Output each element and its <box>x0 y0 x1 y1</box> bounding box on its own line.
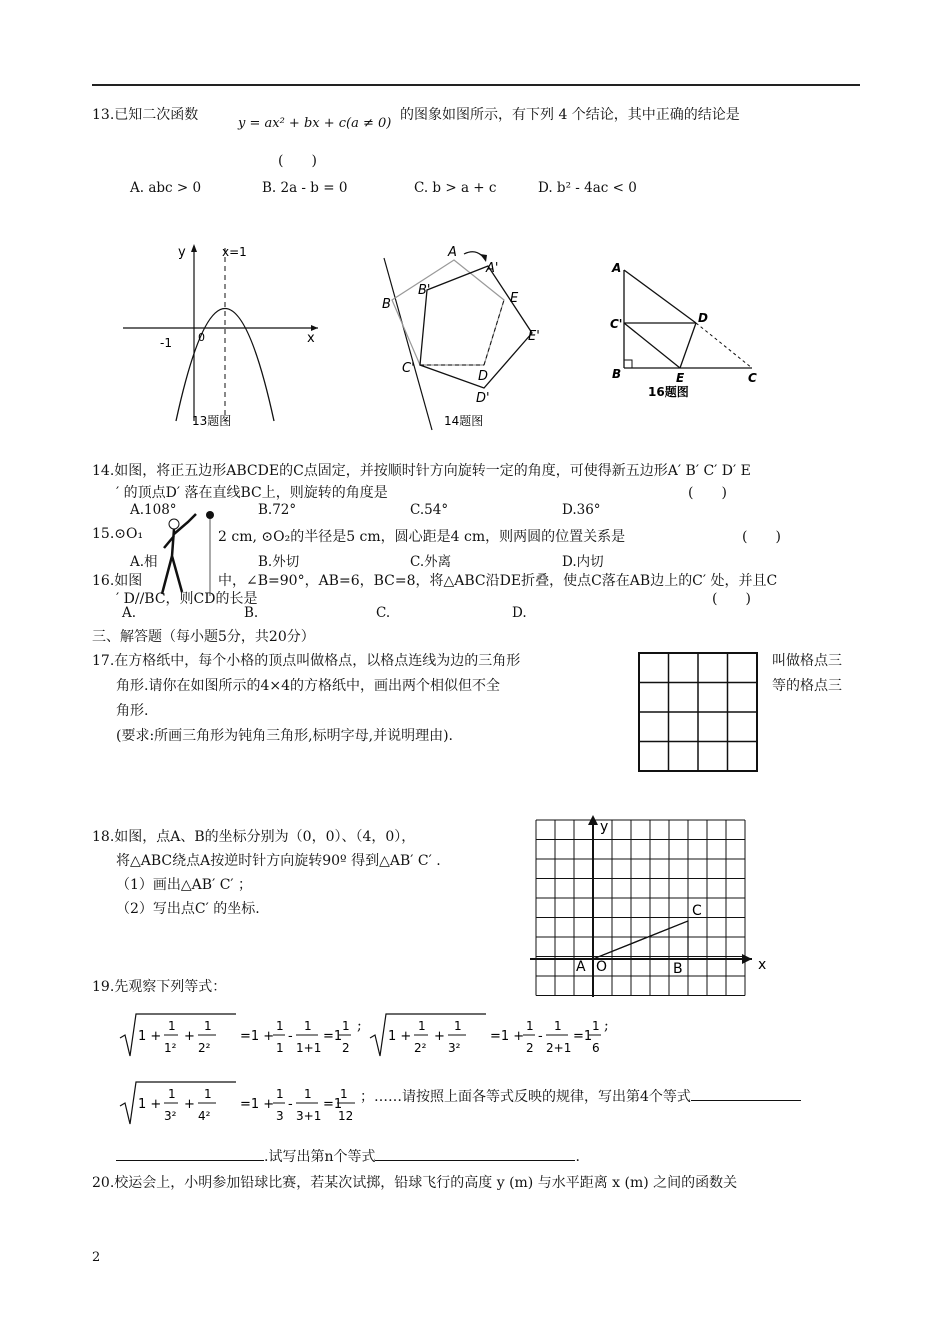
q15-option-d: D.内切 <box>562 554 604 570</box>
label-e: E <box>510 291 519 306</box>
right-angle-mark <box>624 360 632 368</box>
svg-text:2+1: 2+1 <box>546 1041 572 1055</box>
shot-ball-icon <box>206 511 214 519</box>
q17-line1: 17.在方格纸中，每个小格的顶点叫做格点，以格点连线为边的三角形 <box>92 653 521 669</box>
svg-text:1: 1 <box>276 1041 284 1055</box>
q15-line1a: 15.⊙O₁ <box>92 526 144 542</box>
q13-option-c: C. b > a + c <box>414 180 497 196</box>
q15-line1b: 2 cm, ⊙O₂的半径是5 cm，圆心距是4 cm，则两圆的位置关系是 <box>218 529 626 545</box>
svg-text:=1 +: =1 + <box>240 1029 275 1044</box>
q14-option-b: B.72° <box>258 502 297 518</box>
q13-figure <box>118 236 328 431</box>
svg-text:1: 1 <box>342 1019 350 1033</box>
q15-option-b: B.外切 <box>258 554 300 570</box>
svg-text:1 +: 1 + <box>138 1097 162 1112</box>
answer-blank-4b[interactable] <box>116 1160 264 1161</box>
q13-stem: 13.已知二次函数 <box>92 107 199 123</box>
equation-1 <box>118 1010 358 1060</box>
side-ac <box>593 921 688 959</box>
axis-label: x=1 <box>222 245 247 259</box>
q14-option-d: D.36° <box>562 502 601 518</box>
y-label: y <box>178 245 186 260</box>
label-c2: C' <box>610 317 623 331</box>
svg-text:1 +: 1 + <box>138 1029 162 1044</box>
svg-text:+: + <box>434 1029 445 1044</box>
label-c: C <box>748 371 757 385</box>
q20-line1: 20.校运会上，小明参加铅球比赛，若某次试掷，铅球飞行的高度 y (m) 与水平距离 x (m) 之间的函数关 <box>92 1175 738 1191</box>
equation-2 <box>368 1010 613 1060</box>
label-o: O <box>596 959 608 975</box>
svg-text:2: 2 <box>342 1041 350 1055</box>
page-number: 2 <box>92 1250 101 1265</box>
q16-option-b: B. <box>244 605 259 621</box>
q16-line1a: 16.如图 <box>92 573 143 589</box>
q18-line4: （2）写出点C′ 的坐标. <box>116 901 260 917</box>
neg1-label: -1 <box>160 336 172 350</box>
label-d2: D' <box>476 391 490 406</box>
q17-grid <box>638 652 758 772</box>
label-c: C <box>692 903 702 919</box>
svg-text:4²: 4² <box>198 1109 211 1123</box>
label-a2: A' <box>486 261 499 276</box>
svg-text:1: 1 <box>276 1087 284 1101</box>
svg-text:1: 1 <box>168 1019 176 1033</box>
q13-stem-after: 的图象如图所示，有下列 4 个结论，其中正确的结论是 <box>400 107 740 123</box>
svg-text:1: 1 <box>304 1019 312 1033</box>
semicolon-1: ; <box>357 1018 362 1034</box>
svg-text:1: 1 <box>168 1087 176 1101</box>
q14-figure <box>372 238 562 433</box>
svg-text:+: + <box>184 1097 195 1112</box>
svg-text:6: 6 <box>592 1041 600 1055</box>
svg-text:-: - <box>288 1029 293 1044</box>
svg-text:1²: 1² <box>164 1041 177 1055</box>
q17-line1-right: 叫做格点三 <box>772 653 842 669</box>
q19-trailing: ；……请按照上面各等式反映的规律，写出第4个等式 <box>360 1086 801 1106</box>
svg-text:2: 2 <box>526 1041 534 1055</box>
header-rule <box>92 84 860 86</box>
q18-grid <box>530 815 780 1000</box>
q17-line2: 角形.请你在如图所示的4×4的方格纸中，画出两个相似但不全 <box>116 678 500 694</box>
label-b: B <box>382 297 391 312</box>
svg-text:1: 1 <box>454 1019 462 1033</box>
svg-text:1: 1 <box>592 1019 600 1033</box>
q16-line1b: 中，∠B=90°，AB=6，BC=8，将△ABC沿DE折叠，使点C落在AB边上的C′ 处，并且C <box>218 573 778 589</box>
label-e: E <box>676 371 685 385</box>
fig16-caption: 16题图 <box>648 385 689 399</box>
q13-paren: ( ) <box>278 153 317 169</box>
q17-line3: 角形. <box>116 703 149 719</box>
q17-line2-right: 等的格点三 <box>772 678 842 694</box>
q15-option-a: A.相 <box>130 554 158 570</box>
svg-text:12: 12 <box>338 1109 354 1123</box>
svg-text:1: 1 <box>304 1087 312 1101</box>
q14-line1: 14.如图，将正五边形ABCDE的C点固定，并按顺时针方向旋转一定的角度，可使得新五边形A′ B′ C′ D′ E <box>92 463 751 479</box>
svg-text:1: 1 <box>526 1019 534 1033</box>
q18-line1: 18.如图，点A、B的坐标分别为（0，0）、（4，0）， <box>92 829 416 845</box>
q13-formula: y = ax² + bx + c(a ≠ 0) <box>238 116 392 131</box>
q18-line2: 将△ABC绕点A按逆时针方向旋转90º 得到△AB′ C′ . <box>116 853 441 869</box>
q19-line-next: .试写出第n个等式 . <box>116 1146 580 1166</box>
label-a: A <box>612 261 622 275</box>
label-c: C' <box>402 361 415 376</box>
label-b: B <box>612 367 622 381</box>
label-e2: E' <box>528 329 540 344</box>
label-a: A <box>576 959 586 975</box>
x-arrow <box>742 954 752 964</box>
line-de <box>680 323 696 368</box>
q15-paren: ( ) <box>742 529 781 545</box>
y-label: y <box>600 819 609 835</box>
equation-3 <box>118 1078 368 1128</box>
svg-text:=1: =1 <box>323 1029 343 1044</box>
svg-text:3²: 3² <box>164 1109 177 1123</box>
svg-text:1 +: 1 + <box>388 1029 412 1044</box>
svg-text:3: 3 <box>276 1109 284 1123</box>
svg-text:-: - <box>538 1029 543 1044</box>
q17-line4: (要求:所画三角形为钝角三角形,标明字母,并说明理由). <box>116 728 453 744</box>
semicolon-2: ; <box>604 1018 609 1034</box>
rotated-pentagon <box>420 266 532 388</box>
svg-text:3+1: 3+1 <box>296 1109 322 1123</box>
q14-option-a: A.108° <box>130 502 177 518</box>
y-arrow <box>191 244 197 252</box>
q16-option-c: C. <box>376 605 391 621</box>
answer-blank-n[interactable] <box>375 1160 575 1161</box>
svg-text:1: 1 <box>554 1019 562 1033</box>
origin-label: 0 <box>198 331 205 344</box>
svg-text:1: 1 <box>418 1019 426 1033</box>
svg-text:2²: 2² <box>414 1041 427 1055</box>
svg-text:=1: =1 <box>323 1097 343 1112</box>
svg-text:3²: 3² <box>448 1041 461 1055</box>
q15-option-c: C.外离 <box>410 554 452 570</box>
svg-text:=1: =1 <box>573 1029 593 1044</box>
label-b2: B' <box>418 283 431 298</box>
label-d: D <box>698 311 708 325</box>
svg-text:=1 +: =1 + <box>240 1097 275 1112</box>
section-heading: 三、解答题（每小题5分，共20分） <box>92 629 315 645</box>
label-a: A <box>448 245 457 260</box>
label-b: B <box>673 961 683 977</box>
side-ad <box>624 270 696 323</box>
q14-option-c: C.54° <box>410 502 449 518</box>
x-label: x <box>758 957 767 973</box>
q16-figure <box>604 260 774 400</box>
q14-paren: ( ) <box>688 485 727 501</box>
svg-text:-: - <box>288 1097 293 1112</box>
svg-text:1: 1 <box>204 1087 212 1101</box>
answer-blank-4[interactable] <box>691 1100 801 1101</box>
svg-text:=1 +: =1 + <box>490 1029 525 1044</box>
q13-option-b: B. 2a - b = 0 <box>262 180 348 196</box>
q16-paren: ( ) <box>712 591 751 607</box>
svg-text:1: 1 <box>276 1019 284 1033</box>
q16-option-a: A. <box>122 605 137 621</box>
svg-text:1: 1 <box>340 1087 348 1101</box>
q19-line1: 19.先观察下列等式： <box>92 979 227 995</box>
q18-line3: （1）画出△AB′ C′ ； <box>116 877 253 893</box>
athlete-head <box>169 519 179 529</box>
svg-text:2²: 2² <box>198 1041 211 1055</box>
svg-text:1: 1 <box>204 1019 212 1033</box>
fig14-caption: 14题图 <box>444 414 484 428</box>
svg-text:+: + <box>184 1029 195 1044</box>
q13-option-a: A. abc > 0 <box>130 180 202 196</box>
label-d: D <box>478 369 489 384</box>
q13-option-d: D. b² - 4ac < 0 <box>538 180 637 196</box>
q16-option-d: D. <box>512 605 527 621</box>
q14-line2: ′ 的顶点D′ 落在直线BC上，则旋转的角度是 <box>116 485 388 501</box>
fig13-caption: 13题图 <box>192 414 232 428</box>
dashed-dc <box>696 323 752 368</box>
x-label: x <box>307 331 315 346</box>
svg-text:1+1: 1+1 <box>296 1041 322 1055</box>
q16-line2a: ′ D//BC，则CD的长是 <box>116 591 258 607</box>
